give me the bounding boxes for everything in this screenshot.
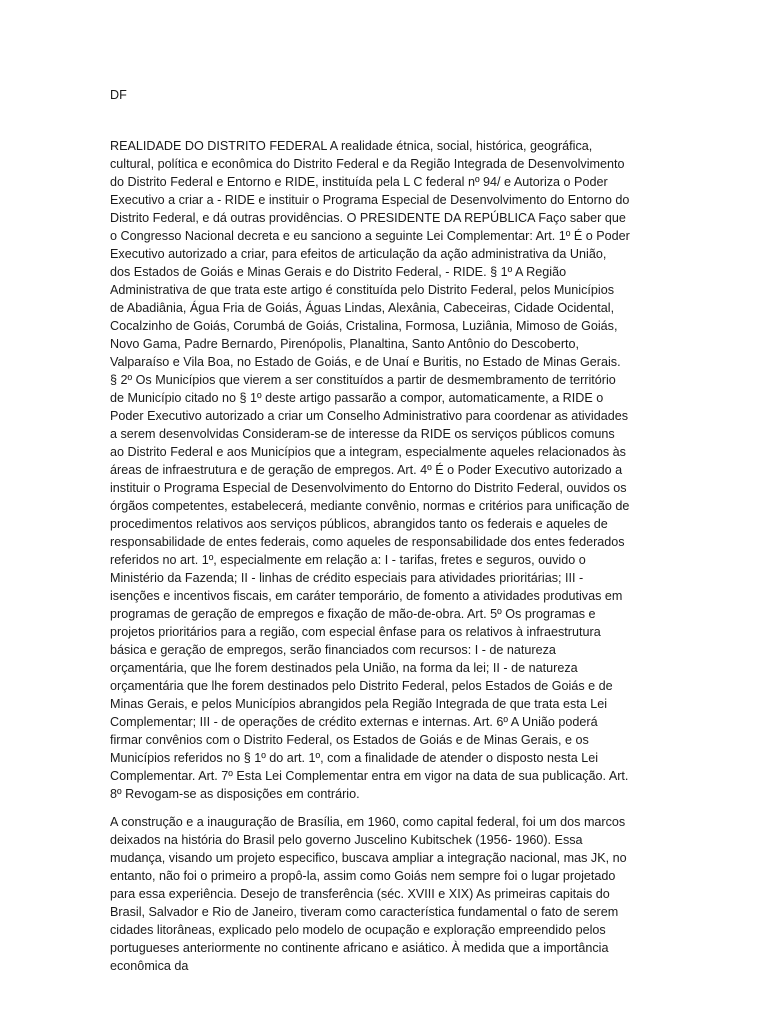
- document-header: DF: [110, 88, 127, 102]
- document-page: [110, 86, 630, 985]
- paragraph-brasilia-history: A construção e a inauguração de Brasília, em 1960, como capital federal, foi um dos marcos deixados na história do Brasil pelo governo Juscelino Kubitschek (1956- 1960). Essa mudança, visando um projeto especifico, buscava ampliar a integração nacional, mas JK, no entanto, não foi o primeiro a propô-la, assim como Goiás nem sempre foi o lugar projetado para essa experiência. Desejo de transferência (séc. XVIII e XIX) As primeiras capitais do Brasil, Salvador e Rio de Janeiro, tiveram como característica fundamental o fato de serem cidades litorâneas, explicado pelo modelo de ocupação e exploração empreendido pelos portugueses anteriormente no continente africano e asiático. À medida que a importância econômica da: [110, 815, 627, 973]
- paragraph-ride-law: REALIDADE DO DISTRITO FEDERAL A realidade étnica, social, histórica, geográfica, cultural, política e econômica do Distrito Federal e da Região Integrada de Desenvolvimento do Distrito Federal e Entorno e RIDE, instituída pela L C federal nº 94/ e Autoriza o Poder Executivo a criar a - RIDE e instituir o Programa Especial de Desenvolvimento do Entorno do Distrito Federal, e dá outras providências. O PRESIDENTE DA REPÚBLICA Faço saber que o Congresso Nacional decreta e eu sanciono a seguinte Lei Complementar: Art. 1º É o Poder Executivo autorizado a criar, para efeitos de articulação da ação administrativa da União, dos Estados de Goiás e Minas Gerais e do Distrito Federal, - RIDE. § 1º A Região Administrativa de que trata este artigo é constituída pelo Distrito Federal, pelos Municípios de Abadiânia, Água Fria de Goiás, Águas Lindas, Alexânia, Cabeceiras, Cidade Ocidental, Cocalzinho de Goiás, Corumbá de Goiás, Cristalina, Formosa, Luziânia, Mimoso de Goiás, Novo Gama, Padre Bernardo, Pirenópolis, Planaltina, Santo Antônio do Descoberto, Valparaíso e Vila Boa, no Estado de Goiás, e de Unaí e Buritis, no Estado de Minas Gerais. § 2º Os Municípios que vierem a ser constituídos a partir de desmembramento de território de Município citado no § 1º deste artigo passarão a compor, automaticamente, a RIDE o Poder Executivo autorizado a criar um Conselho Administrativo para coordenar as atividades a serem desenvolvidas Consideram-se de interesse da RIDE os serviços públicos comuns ao Distrito Federal e aos Municípios que a integram, especialmente aqueles relacionados às áreas de infraestrutura e de geração de empregos. Art. 4º É o Poder Executivo autorizado a instituir o Programa Especial de Desenvolvimento do Entorno do Distrito Federal, ouvidos os órgãos competentes, estabelecerá, mediante convênio, normas e critérios para unificação de procedimentos relativos aos serviços públicos, abrangidos tanto os federais e aqueles de responsabilidade de entes federais, como aqueles de responsabilidade dos entes federados referidos no art. 1º, especialmente em relação a: I - tarifas, fretes e seguros, ouvido o Ministério da Fazenda; II - linhas de crédito especiais para atividades prioritárias; III - isenções e incentivos fiscais, em caráter temporário, de fomento a atividades produtivas em programas de geração de empregos e fixação de mão-de-obra. Art. 5º Os programas e projetos prioritários para a região, com especial ênfase para os relativos à infraestrutura básica e geração de empregos, serão financiados com recursos: I - de natureza orçamentária, que lhe forem destinados pela União, na forma da lei; II - de natureza orçamentária que lhe forem destinados pelo Distrito Federal, pelos Estados de Goiás e de Minas Gerais, e pelos Municípios abrangidos pela Região Integrada de que trata esta Lei Complementar; III - de operações de crédito externas e internas. Art. 6º A União poderá firmar convênios com o Distrito Federal, os Estados de Goiás e de Minas Gerais, e os Municípios referidos no § 1º do art. 1º, com a finalidade de atender o disposto nesta Lei Complementar. Art. 7º Esta Lei Complementar entra em vigor na data de sua publicação. Art. 8º Revogam-se as disposições em contrário.: [110, 139, 630, 801]
